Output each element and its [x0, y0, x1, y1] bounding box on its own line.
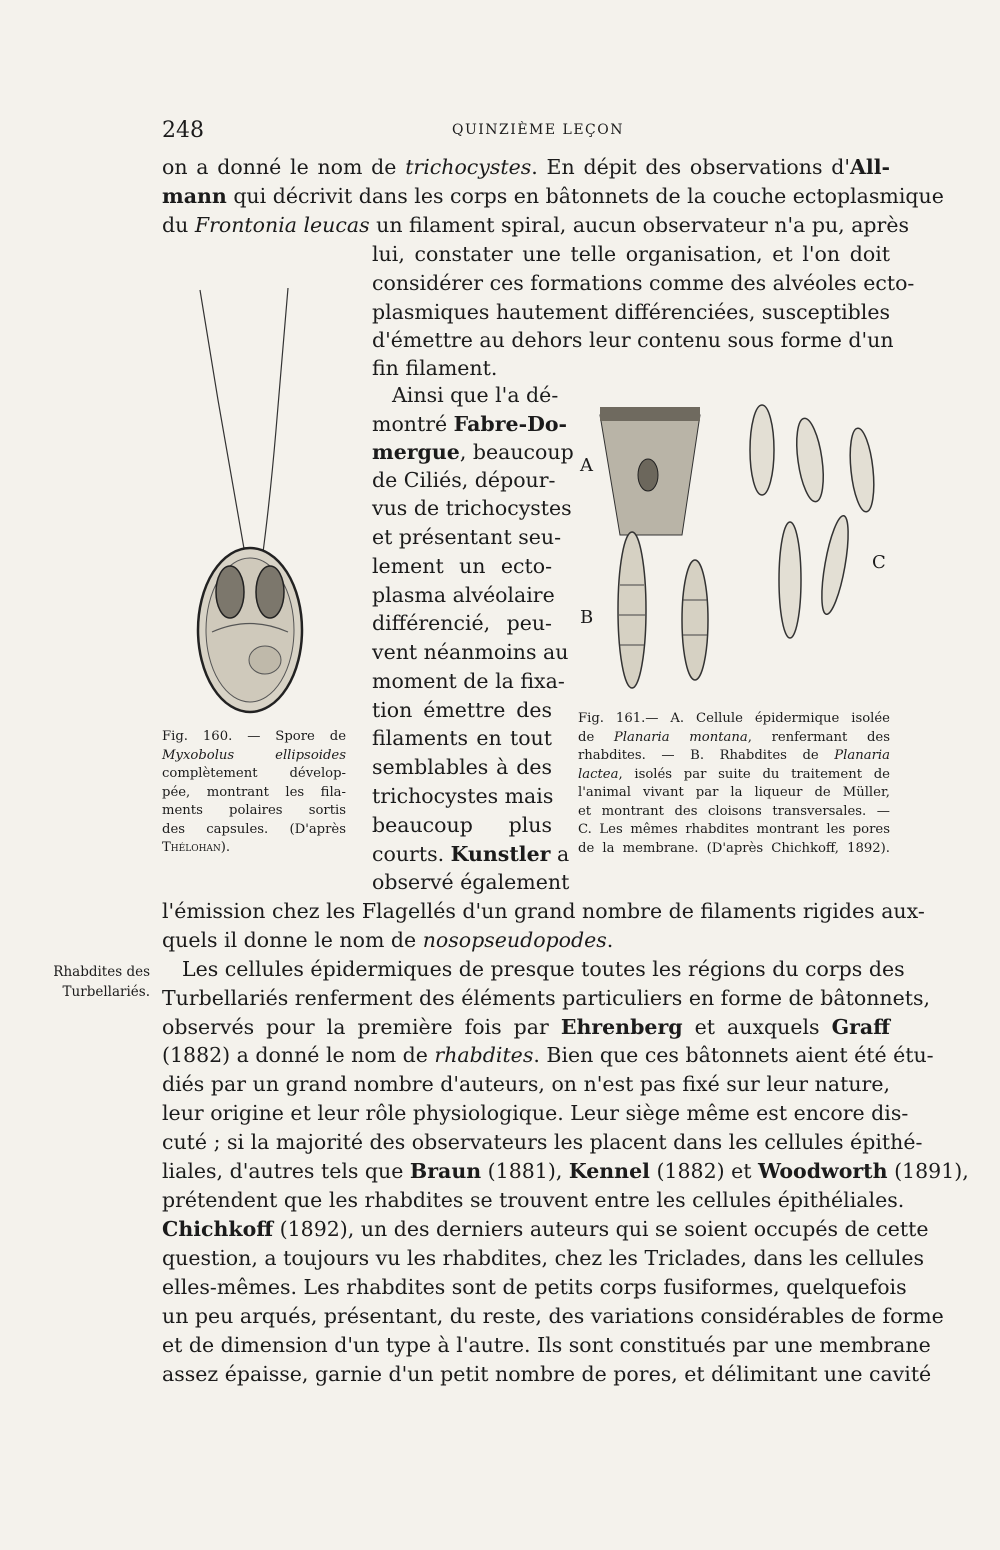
caption-line: l'animal vivant par la liqueur de Müller, — [578, 785, 890, 800]
text-line: assez épaisse, garnie d'un petit nombre de pores, et délimitant une cavité — [162, 1362, 932, 1386]
text-line: observé également — [372, 870, 570, 894]
text-line: elles-mêmes. Les rhabdites sont de petits corps fusiformes, quelquefois — [162, 1275, 907, 1299]
text-line: montré Fabre-Do- — [372, 412, 568, 436]
figure-161-label-a: A — [580, 455, 593, 476]
caption-line: et montrant des cloisons transversales. — — [578, 803, 890, 819]
text-line: beaucoup plus — [372, 813, 552, 837]
page-header — [162, 118, 890, 148]
caption-line: ments polaires sortis — [162, 803, 346, 818]
text-line: prétendent que les rhabdites se trouvent entre les cellules épithéliales. — [162, 1188, 905, 1212]
text-line: leur origine et leur rôle physiologique. Leur siège même est encore dis- — [162, 1101, 909, 1125]
caption-line: de Planaria montana, renfermant des — [578, 729, 890, 745]
text-line: différencié, peu- — [372, 611, 552, 635]
caption-line: pée, montrant les fila- — [162, 784, 346, 800]
text-line: plasmiques hautement différenciées, susceptibles — [372, 300, 890, 324]
text-line: liales, d'autres tels que Braun (1881), Kennel (1882) et Woodworth (1891), — [162, 1159, 969, 1183]
text-line: et de dimension d'un type à l'autre. Ils sont constitués par une membrane — [162, 1333, 931, 1357]
text-line: cuté ; si la majorité des observateurs les placent dans les cellules épithé- — [162, 1130, 923, 1154]
text-line: fin filament. — [372, 356, 498, 380]
figure-161-illustration — [590, 395, 890, 695]
text-line: mergue, beaucoup — [372, 440, 574, 464]
text-line: vent néanmoins au — [372, 640, 569, 664]
caption-line: Myxobolus ellipsoides — [162, 747, 346, 763]
text-line: tion émettre des — [372, 698, 552, 722]
margin-note — [20, 962, 150, 1002]
text-line: l'émission chez les Flagellés d'un grand nombre de filaments rigides aux- — [162, 899, 925, 923]
margin-note-line: Rhabdites des — [53, 964, 150, 980]
text-line: Turbellariés renferment des éléments particuliers en forme de bâtonnets, — [162, 986, 931, 1010]
text-line: courts. Kunstler a — [372, 842, 570, 866]
text-line: quels il donne le nom de nosopseudopodes. — [162, 928, 614, 952]
text-line: vus de trichocystes — [372, 496, 572, 520]
text-line: (1882) a donné le nom de rhabdites. Bien que ces bâtonnets aient été étu- — [162, 1043, 934, 1067]
text-line: lement un ecto- — [372, 554, 552, 578]
text-line: Les cellules épidermiques de presque toutes les régions du corps des — [182, 957, 905, 981]
text-line: filaments en tout — [372, 726, 552, 750]
page-number: 248 — [162, 118, 204, 143]
caption-line: Fig. 161.— A. Cellule épidermique isolée — [578, 711, 890, 726]
caption-line: complètement dévelop- — [162, 766, 346, 781]
running-head: QUINZIÈME LEÇON — [452, 122, 624, 138]
text-line: Ainsi que l'a dé- — [392, 383, 559, 407]
figure-161-label-b: B — [580, 607, 594, 628]
text-line: diés par un grand nombre d'auteurs, on n'est pas fixé sur leur nature, — [162, 1072, 890, 1096]
figure-161-caption — [578, 710, 890, 858]
text-line: et présentant seu- — [372, 525, 561, 549]
caption-line: rhabdites. — B. Rhabdites de Planaria — [578, 748, 890, 763]
text-line: mann qui décrivit dans les corps en bâtonnets de la couche ectoplasmique — [162, 184, 944, 208]
text-line: on a donné le nom de trichocystes. En dépit des observations d'All- — [162, 155, 890, 179]
figure-160-caption — [162, 728, 346, 858]
text-line: Chichkoff (1892), un des derniers auteurs qui se soient occupés de cette — [162, 1217, 929, 1241]
text-line: du Frontonia leucas un filament spiral, aucun observateur n'a pu, après — [162, 213, 910, 237]
figure-161-label-c: C — [872, 552, 886, 573]
caption-line: de la membrane. (D'après Chichkoff, 1892). — [578, 840, 890, 856]
text-line: de Ciliés, dépour- — [372, 468, 556, 492]
margin-note-line: Turbellariés. — [62, 984, 150, 1000]
text-line: considérer ces formations comme des alvéoles ecto- — [372, 271, 915, 295]
caption-line: lactea, isolés par suite du traitement de — [578, 766, 890, 782]
caption-line: Fig. 160. — Spore de — [162, 729, 346, 744]
caption-line: des capsules. (D'après — [162, 821, 346, 837]
text-line: observés pour la première fois par Ehrenberg et auxquels Graff — [162, 1015, 890, 1039]
text-line: un peu arqués, présentant, du reste, des variations considérables de forme — [162, 1304, 944, 1328]
caption-line: Thélohan). — [162, 840, 231, 855]
text-line: trichocystes mais — [372, 784, 554, 808]
text-line: moment de la fixa- — [372, 669, 565, 693]
text-line: lui, constater une telle organisation, et l'on doit — [372, 242, 890, 266]
caption-line: C. Les mêmes rhabdites montrant les pores — [578, 822, 890, 837]
text-line: semblables à des — [372, 755, 552, 779]
figure-160-illustration — [190, 280, 310, 720]
text-line: question, a toujours vu les rhabdites, chez les Triclades, dans les cellules — [162, 1246, 924, 1270]
text-line: plasma alvéolaire — [372, 583, 555, 607]
text-line: d'émettre au dehors leur contenu sous forme d'un — [372, 328, 894, 352]
